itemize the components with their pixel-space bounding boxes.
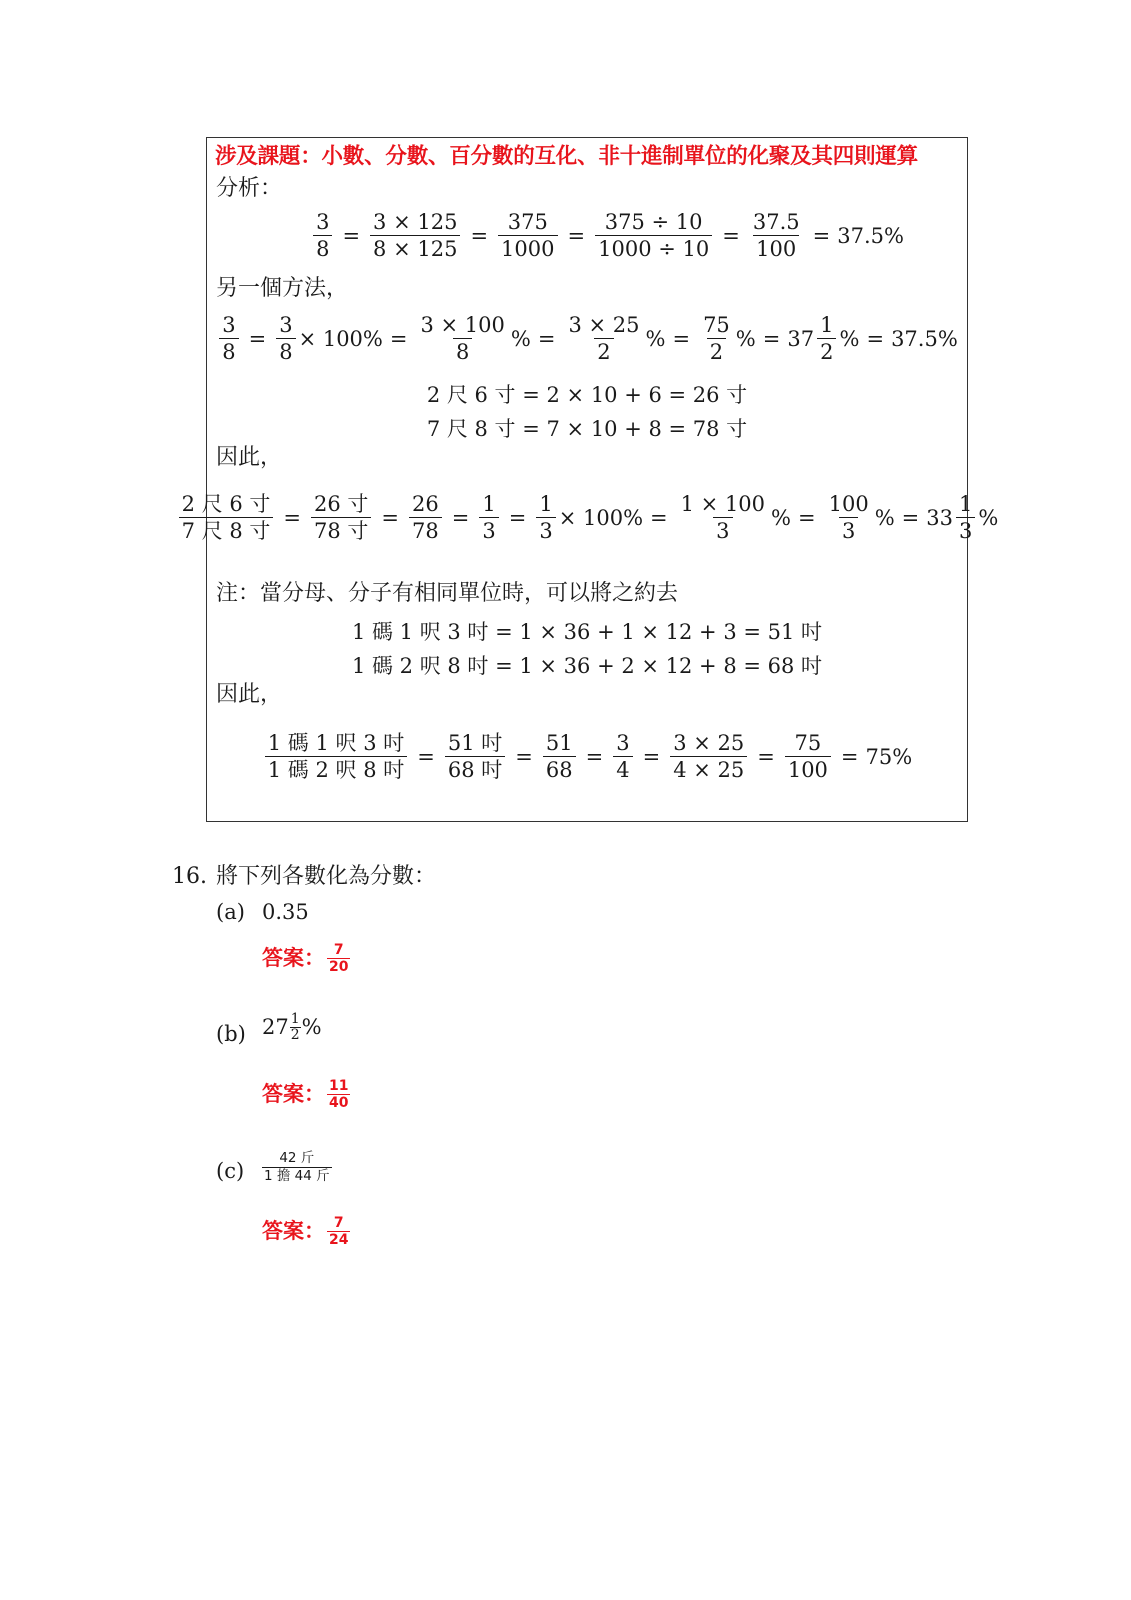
- fraction: $\frac{3}{8}$: [313, 209, 332, 263]
- equation-1: $\frac{3}{8}$ = $\frac{3 \times 125}{8 \times 125}$ = $\frac{375}{1000}$ = $\frac{375 \div 10}{1000 \div 10}$ = $\frac{37.5}{100}$ = 37.5%: [247, 209, 967, 263]
- answer-fraction: 7 24: [329, 1215, 349, 1249]
- fraction: $\frac{3 \times 125}{8 \times 125}$: [370, 209, 460, 263]
- fraction: $\frac{3 \times 25}{4 \times 25}$: [670, 730, 747, 784]
- fraction: $\frac{\text{51 吋}}{\text{68 吋}}$: [445, 730, 505, 784]
- equation-2: $\frac{3}{8}$ = $\frac{3}{8}$ × 100% = $\frac{3 \times 100}{8}$ % = $\frac{3 \times 25}{2}$ % = $\frac{75}{2}$ % = 37 $\frac{1}{2}$ % = 37.5%: [207, 312, 967, 366]
- fraction: $\frac{375}{1000}$: [498, 209, 557, 263]
- fraction: $\frac{51}{68}$: [543, 730, 576, 784]
- part-a-answer: 答案： 7 20: [262, 942, 349, 976]
- question-text: 將下列各數化為分數：: [216, 864, 437, 889]
- fraction: $\frac{1}{3}$: [479, 491, 498, 545]
- topic-heading: 涉及課題：小數、分數、百分數的互化、非十進制單位的化聚及其四則運算: [215, 144, 918, 169]
- part-c-answer: 答案： 7 24: [262, 1215, 349, 1249]
- fraction: $\frac{1}{2}$: [817, 312, 836, 366]
- fraction: $\frac{3}{4}$: [613, 730, 632, 784]
- fraction: $\frac{\text{2 尺 6 寸}}{\text{7 尺 8 寸}}$: [179, 491, 274, 545]
- equation-7: 1 碼 2 呎 8 吋 = 1 × 36 + 2 × 12 + 8 = 68 吋: [351, 654, 823, 678]
- fraction: 42 斤 1 擔 44 斤: [264, 1150, 330, 1184]
- fraction: $\frac{3 \times 25}{2}$: [568, 313, 640, 365]
- fraction: $\frac{75}{100}$: [785, 730, 831, 784]
- therefore-label: 因此，: [216, 445, 283, 470]
- fraction: $\frac{3}{8}$: [219, 312, 238, 366]
- part-a-value: 0.35: [262, 900, 309, 924]
- result: 37.5%: [891, 326, 958, 351]
- part-c-label: (c): [216, 1159, 245, 1183]
- answer-fraction: 7 20: [329, 942, 349, 976]
- note: 注：當分母、分子有相同單位時，可以將之約去: [216, 581, 679, 606]
- fraction: $\frac{3 \times 100}{8}$: [420, 313, 505, 365]
- equation-6: 1 碼 1 呎 3 吋 = 1 × 36 + 1 × 12 + 3 = 51 吋: [351, 620, 823, 644]
- part-b-answer: 答案： 11 40: [262, 1078, 349, 1112]
- fraction: $\frac{1}{3}$: [536, 491, 555, 545]
- part-b-label: (b): [216, 1022, 246, 1046]
- equation-3: 2 尺 6 寸 = 2 × 10 + 6 = 26 寸: [426, 383, 748, 407]
- fraction: $\frac{375 \div 10}{1000 \div 10}$: [595, 209, 712, 263]
- answer-fraction: 11 40: [329, 1078, 349, 1112]
- result: 37.5%: [837, 223, 904, 248]
- result: 75%: [865, 744, 913, 769]
- alt-method-label: 另一個方法，: [216, 276, 349, 301]
- fraction: $\frac{1 \times 100}{3}$: [680, 492, 766, 544]
- equation-5: $\frac{\text{2 尺 6 寸}}{\text{7 尺 8 寸}}$ = $\frac{\text{26 寸}}{\text{78 寸}}$ = $\frac{26}{78}$ = $\frac{1}{3}$ = $\frac{1}{3}$ × 100% = $\frac{1 \times 100}{3}$ % = $\frac{100}{3}$ % = 33 $\frac{1}{3}$ %: [207, 491, 967, 545]
- fraction: $\frac{\text{1 碼 1 呎 3 吋}}{\text{1 碼 2 呎 8 吋}}$: [265, 730, 407, 784]
- part-c-value: [262, 1145, 332, 1185]
- fraction: $\frac{75}{2}$: [703, 313, 730, 365]
- fraction: $\frac{3}{8}$: [276, 312, 295, 366]
- fraction: $\frac{26}{78}$: [409, 491, 442, 545]
- analysis-label: 分析：: [216, 176, 283, 201]
- therefore-label: 因此，: [216, 682, 283, 707]
- analysis-box: [181, 137, 999, 822]
- part-a-label: (a): [216, 900, 245, 924]
- fraction: $\frac{1}{3}$: [956, 491, 975, 545]
- question-number: 16.: [172, 864, 207, 889]
- fraction: $\frac{\text{26 寸}}{\text{78 寸}}$: [311, 491, 371, 545]
- fraction: $\frac{100}{3}$: [828, 492, 869, 544]
- part-b-value: 27 1 2 %: [262, 1011, 322, 1044]
- fraction: 1 2: [290, 1011, 300, 1044]
- fraction: $\frac{37.5}{100}$: [752, 210, 800, 262]
- equation-8: $\frac{\text{1 碼 1 呎 3 吋}}{\text{1 碼 2 呎 8 吋}}$ = $\frac{\text{51 吋}}{\text{68 吋}}$ = $\frac{51}{68}$ = $\frac{3}{4}$ = $\frac{3 \times 25}{4 \times 25}$ = $\frac{75}{100}$ = 75%: [207, 730, 967, 784]
- equation-4: 7 尺 8 寸 = 7 × 10 + 8 = 78 寸: [426, 417, 748, 441]
